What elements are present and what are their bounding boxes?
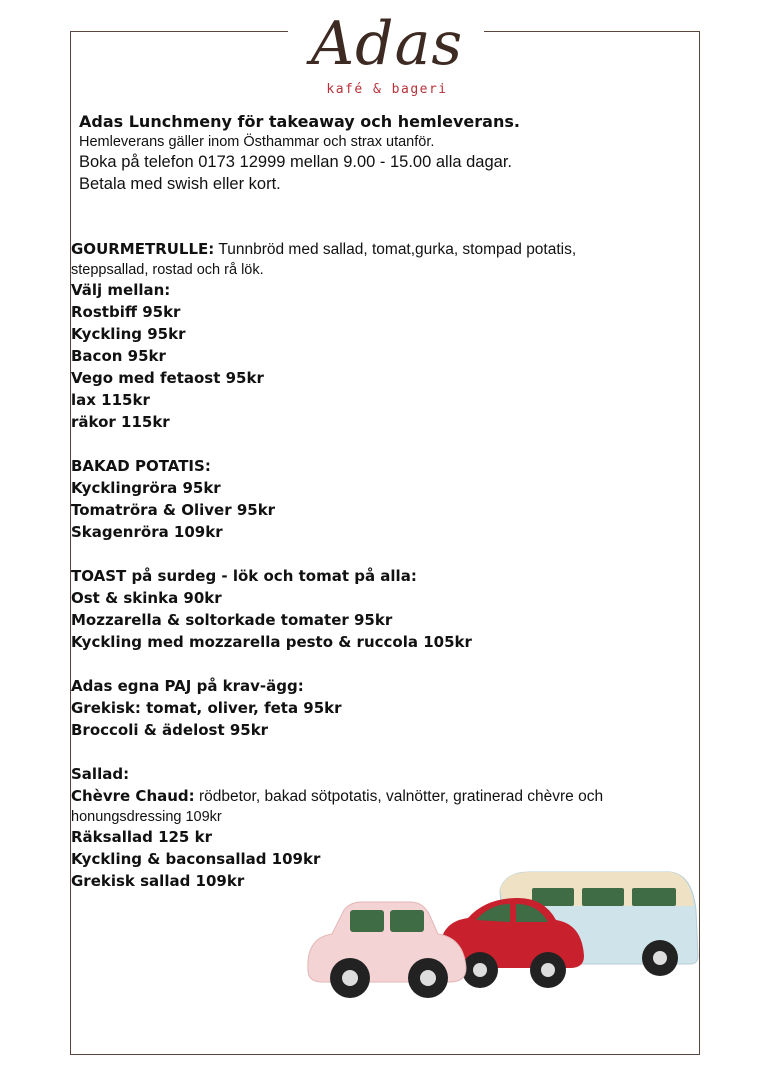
sallad-heading: Sallad: bbox=[71, 765, 130, 783]
delivery-note: Hemleverans gäller inom Östhammar och strax utanför. bbox=[79, 134, 435, 150]
menu-item: Räksallad 125 kr bbox=[71, 828, 212, 846]
intro-heading: Adas Lunchmeny för takeaway och hemleverans. bbox=[79, 112, 520, 131]
menu-item: Grekisk sallad 109kr bbox=[71, 872, 245, 890]
section-description-cont: steppsallad, rostad och rå lök. bbox=[71, 262, 264, 278]
brand-logo: Adas bbox=[310, 9, 464, 79]
toy-cars-illustration bbox=[300, 860, 702, 1000]
menu-item: Kycklingröra 95kr bbox=[71, 479, 221, 497]
menu-item: Skagenröra 109kr bbox=[71, 523, 223, 541]
gourmetrulle-heading bbox=[71, 238, 661, 261]
menu-item: Vego med fetaost 95kr bbox=[71, 369, 264, 387]
menu-item: Ost & skinka 90kr bbox=[71, 589, 222, 607]
bakad-potatis-heading: BAKAD POTATIS: bbox=[71, 457, 211, 475]
intro-block bbox=[79, 111, 679, 195]
menu-item: Kyckling med mozzarella pesto & ruccola 105kr bbox=[71, 633, 472, 651]
chevre-chaud-item bbox=[71, 785, 661, 808]
toy-pink-car-image bbox=[308, 902, 466, 998]
item-description-cont: honungsdressing 109kr bbox=[71, 809, 222, 825]
menu-item: Bacon 95kr bbox=[71, 347, 166, 365]
item-description: rödbetor, bakad sötpotatis, valnötter, gratinerad chèvre och bbox=[194, 788, 604, 805]
brand-subtitle: kafé & bageri bbox=[326, 82, 448, 97]
menu-item: Kyckling 95kr bbox=[71, 325, 186, 343]
menu-item: Mozzarella & soltorkade tomater 95kr bbox=[71, 611, 393, 629]
menu-item: lax 115kr bbox=[71, 391, 150, 409]
menu-item: Kyckling & baconsallad 109kr bbox=[71, 850, 321, 868]
paj-heading: Adas egna PAJ på krav-ägg: bbox=[71, 677, 304, 695]
menu-item: Broccoli & ädelost 95kr bbox=[71, 721, 269, 739]
choose-label: Välj mellan: bbox=[71, 281, 171, 299]
section-description: Tunnbröd med sallad, tomat,gurka, stompad potatis, bbox=[214, 241, 577, 258]
menu-item: Tomatröra & Oliver 95kr bbox=[71, 501, 276, 519]
item-name: Chèvre Chaud: bbox=[71, 787, 195, 805]
booking-info: Boka på telefon 0173 12999 mellan 9.00 - 15.00 alla dagar. bbox=[79, 153, 512, 171]
menu-item: räkor 115kr bbox=[71, 413, 170, 431]
menu-item: Grekisk: tomat, oliver, feta 95kr bbox=[71, 699, 342, 717]
lunch-menu bbox=[71, 238, 661, 892]
menu-item: Rostbiff 95kr bbox=[71, 303, 181, 321]
section-title: GOURMETRULLE: bbox=[71, 240, 215, 258]
payment-info: Betala med swish eller kort. bbox=[79, 175, 281, 193]
toast-heading: TOAST på surdeg - lök och tomat på alla: bbox=[71, 567, 417, 585]
